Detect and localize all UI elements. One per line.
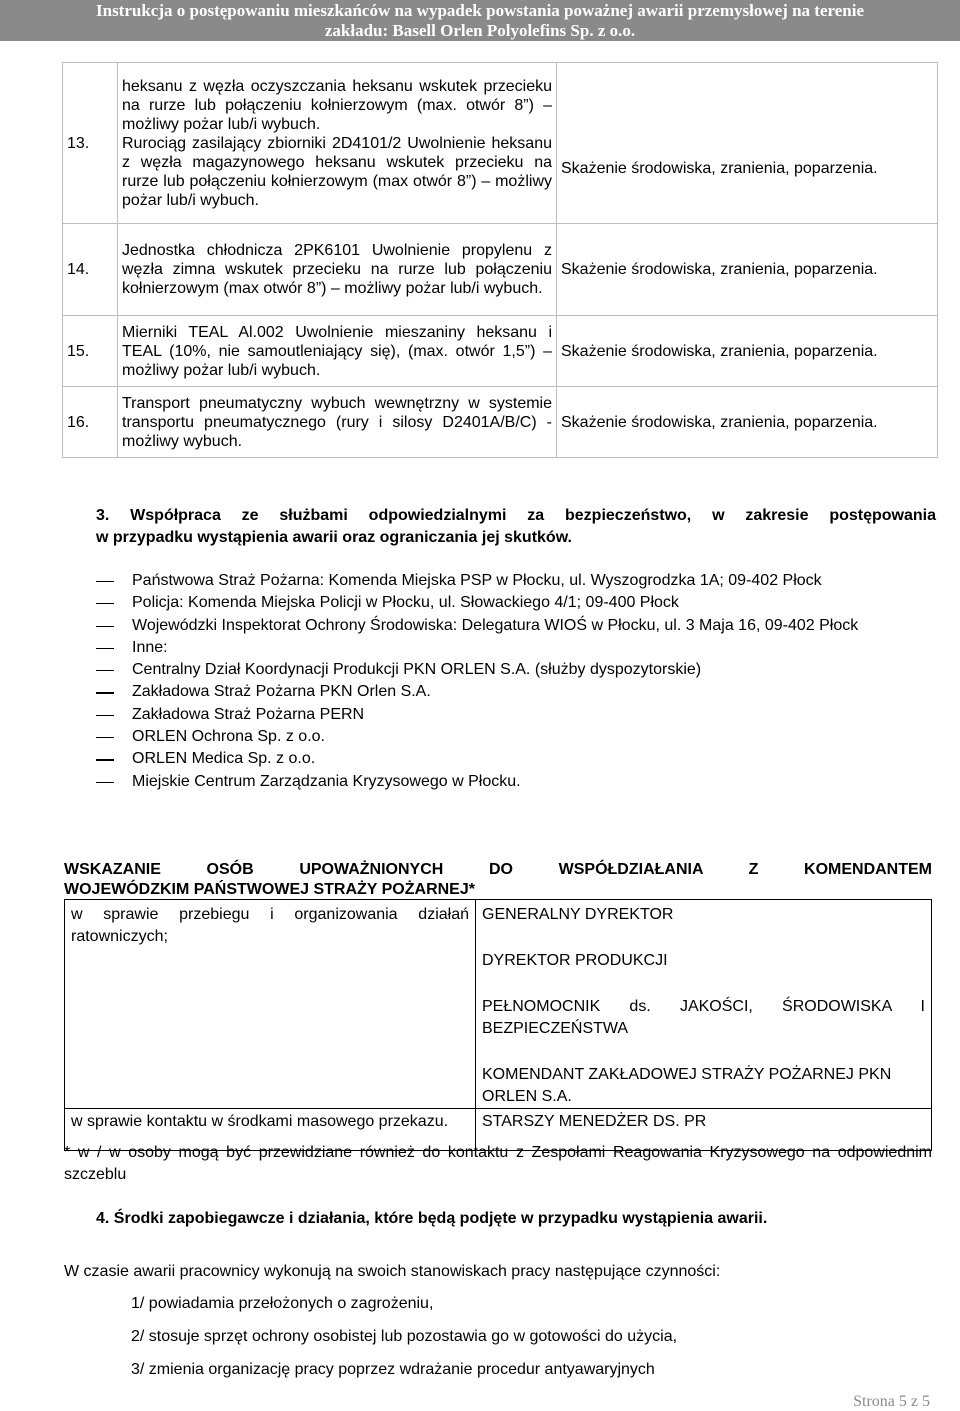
section-3-title [96, 505, 936, 549]
person-general-director: GENERALNY DYREKTOR [482, 906, 674, 923]
row-number: 13. [63, 63, 118, 224]
row-number: 14. [63, 224, 118, 316]
person-fire-commander: KOMENDANT ZAKŁADOWEJ STRAŻY POŻARNEJ PKN ORLEN S.A. [482, 1066, 892, 1105]
list-item: Miejskie Centrum Zarządzania Kryzysowego w Płocku. [96, 771, 936, 793]
header-title-line2: zakładu: Basell Orlen Polyolefins Sp. z o.o. [324, 21, 636, 40]
list-item: 3/ zmienia organizację pracy poprzez wdrażanie procedur antyawaryjnych [131, 1361, 655, 1378]
row-number: 15. [63, 316, 118, 387]
header-title-line1: Instrukcja o postępowaniu mieszkańców na wypadek powstania poważnej awarii przemysłowej na terenie [96, 1, 864, 20]
person-production-director: DYREKTOR PRODUKCJI [482, 952, 668, 969]
responsibility-media: w sprawie kontaktu w środkami masowego przekazu. [65, 1109, 476, 1151]
row-number: 16. [63, 387, 118, 458]
list-item: Państwowa Straż Pożarna: Komenda Miejska PSP w Płocku, ul. Wyszogrodzka 1A; 09-402 Płock [96, 570, 936, 592]
list-item: Zakładowa Straż Pożarna PKN Orlen S.A. [96, 681, 936, 703]
section-3-title-line2: w przypadku wystąpienia awarii oraz ograniczania jej skutków. [96, 529, 572, 546]
page-number: Strona 5 z 5 [853, 1393, 930, 1410]
responsibility-rescue: w sprawie przebiegu i organizowania działań ratowniczych; [65, 900, 476, 1109]
table-row [63, 387, 938, 458]
steps-list [131, 1293, 677, 1392]
person-quality-representative: PEŁNOMOCNIK ds. JAKOŚCI, ŚRODOWISKA I BEZPIECZEŃSTWA [482, 998, 925, 1037]
hazard-effect: Skażenie środowiska, zranienia, poparzenia. [557, 316, 938, 387]
hazard-description: Transport pneumatyczny wybuch wewnętrzny w systemie transportu pneumatycznego (rury i silosy D2401A/B/C) - możliwy wybuch. [118, 387, 557, 458]
services-list [96, 570, 936, 793]
list-item: Wojewódzki Inspektorat Ochrony Środowiska: Delegatura WIOŚ w Płocku, ul. 3 Maja 16, 09-402 Płock [96, 615, 936, 637]
hazard-effect: Skażenie środowiska, zranienia, poparzenia. [557, 63, 938, 224]
document-header [0, 0, 960, 41]
table-row [63, 316, 938, 387]
list-item: ORLEN Ochrona Sp. z o.o. [96, 726, 936, 748]
authorized-persons-title [64, 860, 932, 900]
person-pr-manager: STARSZY MENEDŻER DS. PR [476, 1109, 932, 1151]
authorized-title-line2: WOJEWÓDZKIM PAŃSTWOWEJ STRAŻY POŻARNEJ* [64, 881, 475, 898]
list-item: Inne: [96, 637, 936, 659]
section-4-intro: W czasie awarii pracownicy wykonują na swoich stanowiskach pracy następujące czynności: [64, 1263, 721, 1280]
hazard-effect: Skażenie środowiska, zranienia, poparzenia. [557, 224, 938, 316]
table-row [65, 900, 932, 1109]
list-item: Policja: Komenda Miejska Policji w Płocku, ul. Słowackiego 4/1; 09-400 Płock [96, 592, 936, 614]
hazard-description: Jednostka chłodnicza 2PK6101 Uwolnienie propylenu z węzła zimna wskutek przecieku na rurze lub połączeniu kołnierzowym (max otwór 8”) – możliwy pożar lub/i wybuch. [118, 224, 557, 316]
authorized-persons-table [64, 899, 932, 1151]
footnote: * w / w osoby mogą być przewidziane również do kontaktu z Zespołami Reagowania Kryzysowego na odpowiednim szczeblu [64, 1144, 932, 1183]
hazard-table [62, 62, 938, 458]
list-item: ORLEN Medica Sp. z o.o. [96, 748, 936, 770]
hazard-description-main: Rurociąg zasilający zbiorniki 2D4101/2 Uwolnienie heksanu z węzła magazynowego heksanu wskutek przecieku na rurze lub połączeniu kołnierzowym (max otwór 8”) – możliwy pożar lub/i wybuch. [122, 134, 552, 209]
list-item: 2/ stosuje sprzęt ochrony osobistej lub pozostawia go w gotowości do użycia, [131, 1328, 678, 1345]
table-row [63, 224, 938, 316]
list-item: Zakładowa Straż Pożarna PERN [96, 704, 936, 726]
hazard-description-continued: heksanu z węzła oczyszczania heksanu wskutek przecieku na rurze lub połączeniu kołnierzowym (max. otwór 8”) – możliwy pożar lub/i wybuch. [122, 77, 552, 133]
responsible-persons [476, 900, 932, 1109]
hazard-description: Mierniki TEAL Al.002 Uwolnienie mieszaniny heksanu i TEAL (10%, nie samoutleniający się), (max. otwór 1,5”) – możliwy pożar lub/i wybuch. [118, 316, 557, 387]
hazard-description [118, 63, 557, 224]
authorized-title-line1: WSKAZANIE OSÓB UPOWAŻNIONYCH DO WSPÓŁDZIAŁANIA Z KOMENDANTEM [64, 861, 932, 878]
hazard-effect: Skażenie środowiska, zranienia, poparzenia. [557, 387, 938, 458]
list-item: 1/ powiadamia przełożonych o zagrożeniu, [131, 1295, 434, 1312]
section-4-title: 4. Środki zapobiegawcze i działania, które będą podjęte w przypadku wystąpienia awarii. [96, 1210, 768, 1227]
section-3-title-line1: 3. Współpraca ze służbami odpowiedzialnymi za bezpieczeństwo, w zakresie postępowania [96, 507, 936, 524]
list-item: Centralny Dział Koordynacji Produkcji PKN ORLEN S.A. (służby dyspozytorskie) [96, 659, 936, 681]
table-row [63, 63, 938, 224]
